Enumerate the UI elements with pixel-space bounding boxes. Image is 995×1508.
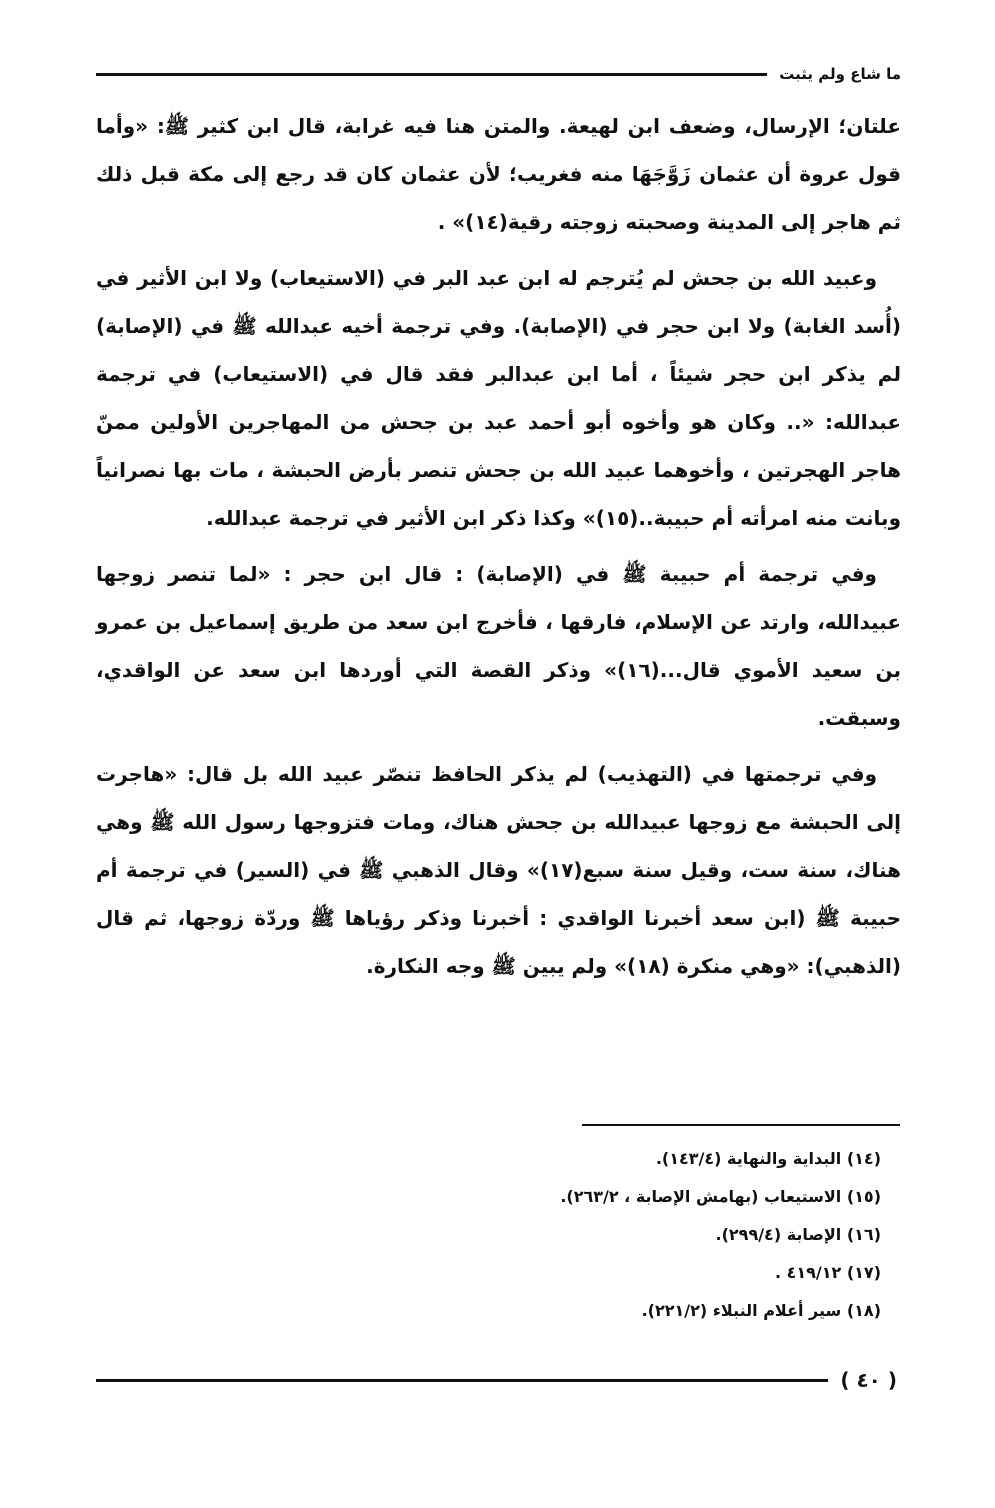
paragraph: علتان؛ الإرسال، وضعف ابن لهيعة. والمتن هنا فيه غرابة، قال ابن كثير ﷺ: «وأما قول عروة أن عثمان زَوَّجَهَا منه فغريب؛ لأن عثمان كان قد رجع إلى مكة قبل ذلك ثم هاجر إلى المدينة وصحبته زوجته رقية(١٤)» . bbox=[96, 114, 901, 234]
footnote: (١٦) الإصابة (٢٩٩/٤). bbox=[715, 1225, 881, 1244]
paragraph: وفي ترجمة أم حبيبة ﷺ في (الإصابة) : قال ابن حجر : «لما تنصر زوجها عبيدالله، وارتد عن الإسلام، فارقها ، فأخرج ابن سعد من طريق إسماعيل بن عمرو بن سعيد الأموي قال...(١٦)» وذكر القصة التي أوردها ابن سعد عن الواقدي، وسبقت. bbox=[96, 562, 902, 730]
footnote: (١٨) سير أعلام النبلاء (٢٢١/٢). bbox=[641, 1301, 881, 1320]
header-rule bbox=[96, 73, 767, 76]
page-number: ( ٤٠ ) bbox=[840, 1368, 897, 1392]
footnotes bbox=[96, 1140, 901, 1330]
footnote: (١٤) البداية والنهاية (١٤٣/٤). bbox=[655, 1149, 881, 1168]
footnote: (١٧) ٤١٩/١٢ . bbox=[774, 1263, 881, 1282]
footnote-separator bbox=[582, 1124, 900, 1126]
footer-rule bbox=[96, 1379, 828, 1382]
body-text bbox=[96, 102, 901, 998]
page-footer bbox=[96, 1360, 901, 1400]
paragraph: وعبيد الله بن جحش لم يُترجم له ابن عبد البر في (الاستيعاب) ولا ابن الأثير في (أُسد الغابة) ولا ابن حجر في (الإصابة). وفي ترجمة أخيه عبدالله ﷺ في (الإصابة) لم يذكر ابن حجر شيئاً ، أما ابن عبدالبر فقد قال في (الاستيعاب) في ترجمة عبدالله: «.. وكان هو وأخوه أبو أحمد عبد بن جحش من المهاجرين الأولين ممنّ هاجر الهجرتين ، وأخوهما عبيد الله بن جحش تنصر بأرض الحبشة ، مات بها نصرانياً وبانت منه امرأته أم حبيبة..(١٥)» وكذا ذكر ابن الأثير في ترجمة عبدالله. bbox=[96, 266, 901, 530]
running-title: ما شاع ولم يثبت bbox=[779, 65, 901, 83]
footnote: (١٥) الاستيعاب (بهامش الإصابة ، ٢٦٣/٢). bbox=[560, 1187, 881, 1206]
paragraph: وفي ترجمتها في (التهذيب) لم يذكر الحافظ تنصّر عبيد الله بل قال: «هاجرت إلى الحبشة مع زوجها عبيدالله بن جحش هناك، ومات فتزوجها رسول الله ﷺ وهي هناك، سنة ست، وقيل سنة سبع(١٧)» وقال الذهبي ﷺ في (السير) في ترجمة أم حبيبة ﷺ (ابن سعد أخبرنا الواقدي : أخبرنا وذكر رؤياها ﷺ وردّة زوجها، ثم قال (الذهبي): «وهي منكرة (١٨)» ولم يبين ﷺ وجه النكارة. bbox=[96, 762, 901, 978]
page-header bbox=[96, 54, 901, 94]
